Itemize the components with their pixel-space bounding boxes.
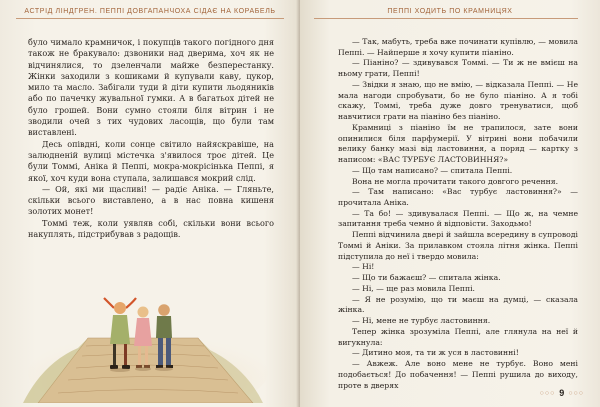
- right-paragraph: — Що ти бажаєш? — спитала жінка.: [352, 273, 501, 283]
- right-paragraph: Пеппі відчинила двері й зайшла всередину в супроводі Томмі й Аніки. За прилавком стояла літня жінка. Пеппі підступила до неї і твердо мовила:: [338, 230, 578, 261]
- left-paragraph: Десь опівдні, коли сонце світило найяскравіше, на залюдненій вулиці містечка з'явилося троє дітей. Це були Томмі, Аніка й Пеппі, мокра-мокрісінька Пеппі, я якої, хоч куди вона ступала, залишався мокрий слід.: [28, 138, 274, 183]
- right-paragraph: Вона не могла прочитати такого довгого речення.: [352, 176, 559, 186]
- page-footer: [540, 388, 584, 398]
- footer-ornament-left: ○○○: [539, 389, 556, 397]
- footer-ornament-right: ○○○: [568, 389, 584, 397]
- right-paragraph: — Я не розумію, що ти маєш на думці, — сказала жінка.: [338, 294, 578, 315]
- right-paragraph: — Що там написано? — спитала Пеппі.: [352, 165, 513, 175]
- right-paragraph: — Ні, — ще раз мовила Пеппі.: [352, 283, 475, 293]
- children-walking-illustration: [18, 268, 268, 403]
- right-paragraph: — Ні, мене не турбує ластовиння.: [352, 316, 491, 326]
- right-paragraph: — Звідки я знаю, що не вмію, — відказала Пеппі. — Не мала нагоди спробувати, бо не було піаніно. А я тобі скажу, Томмі, треба дуже довго тренуватися, щоб навчитися грати на піаніно без піаніно.: [338, 79, 578, 122]
- right-paragraph: — Дитино моя, та ти ж уся в ластовинні!: [352, 348, 519, 358]
- right-paragraph: — Там написано: «Вас турбує ластовиння?» — прочитала Аніка.: [338, 187, 578, 208]
- left-body-text: [28, 37, 274, 240]
- right-paragraph: Крамниці з піаніно їм не трапилося, зате вони опинилися біля парфумерії. У вітрині вони побачили велику банку мазі від ластовиння, а поряд — картку з написом: «ВАС ТУРБУЄ ЛАСТОВИННЯ?»: [338, 122, 578, 165]
- right-paragraph: — Ні!: [352, 262, 375, 272]
- right-paragraph: — Та бо! — здивувалася Пеппі. — Що ж, на чемне запитання треба чемно й відповісти. Заходьмо!: [338, 208, 578, 229]
- page-number: 9: [559, 388, 565, 398]
- right-paragraph: — Так, мабуть, треба вже починати купівлю, — мовила Пеппі. — Найперше я хочу купити піаніно.: [338, 37, 578, 57]
- right-paragraph: — Піаніно? — здивувався Томмі. — Ти ж не вмієш на ньому грати, Пеппі!: [338, 58, 578, 79]
- left-running-head: АСТРІД ЛІНДГРЕН. ПЕППІ ДОВГАПАНЧОХА СІДАЄ НА КОРАБЕЛЬ: [24, 8, 276, 15]
- left-paragraph: Томмі теж, коли уявляв собі, скільки вони всього накуплять, підстрибував з радощів.: [28, 217, 274, 240]
- left-paragraph: було чимало крамничок, і покупців такого погідного дня також не бракувало: дзвоники над дверима, хоч як не відчинялися, то дзеленчали майже безперестанку. Жінки заходили з кошиками й купували каву, цукор, мило та масло. Забігали туди й діти купити льодяників або по пачечку жувальної гумки. А в багатьох дітей не було грошей. Вони сумно стояли біля вітрин і не зводили очей з тих чудових ласощів, що були там виставлені.: [28, 37, 274, 138]
- right-page: [300, 0, 600, 407]
- right-header-rule: [314, 18, 578, 19]
- right-paragraph: Тепер жінка зрозуміла Пеппі, але глянула на неї й вигукнула:: [338, 326, 578, 347]
- right-running-head: ПЕППІ ХОДИТЬ ПО КРАМНИЦЯХ: [387, 8, 513, 15]
- right-paragraph: — Авжеж. Але воно мене не турбує. Воно мені подобається! До побачення! — Пеппі рушила до виходу, проте в дверях: [338, 359, 578, 390]
- left-header-rule: [16, 18, 284, 19]
- left-paragraph: — Ой, які ми щасливі! — радіє Аніка. — Гляньте, скільки всього виставлено, а в нас повна кишеня золотих монет!: [28, 183, 274, 217]
- right-body-text: [338, 37, 578, 391]
